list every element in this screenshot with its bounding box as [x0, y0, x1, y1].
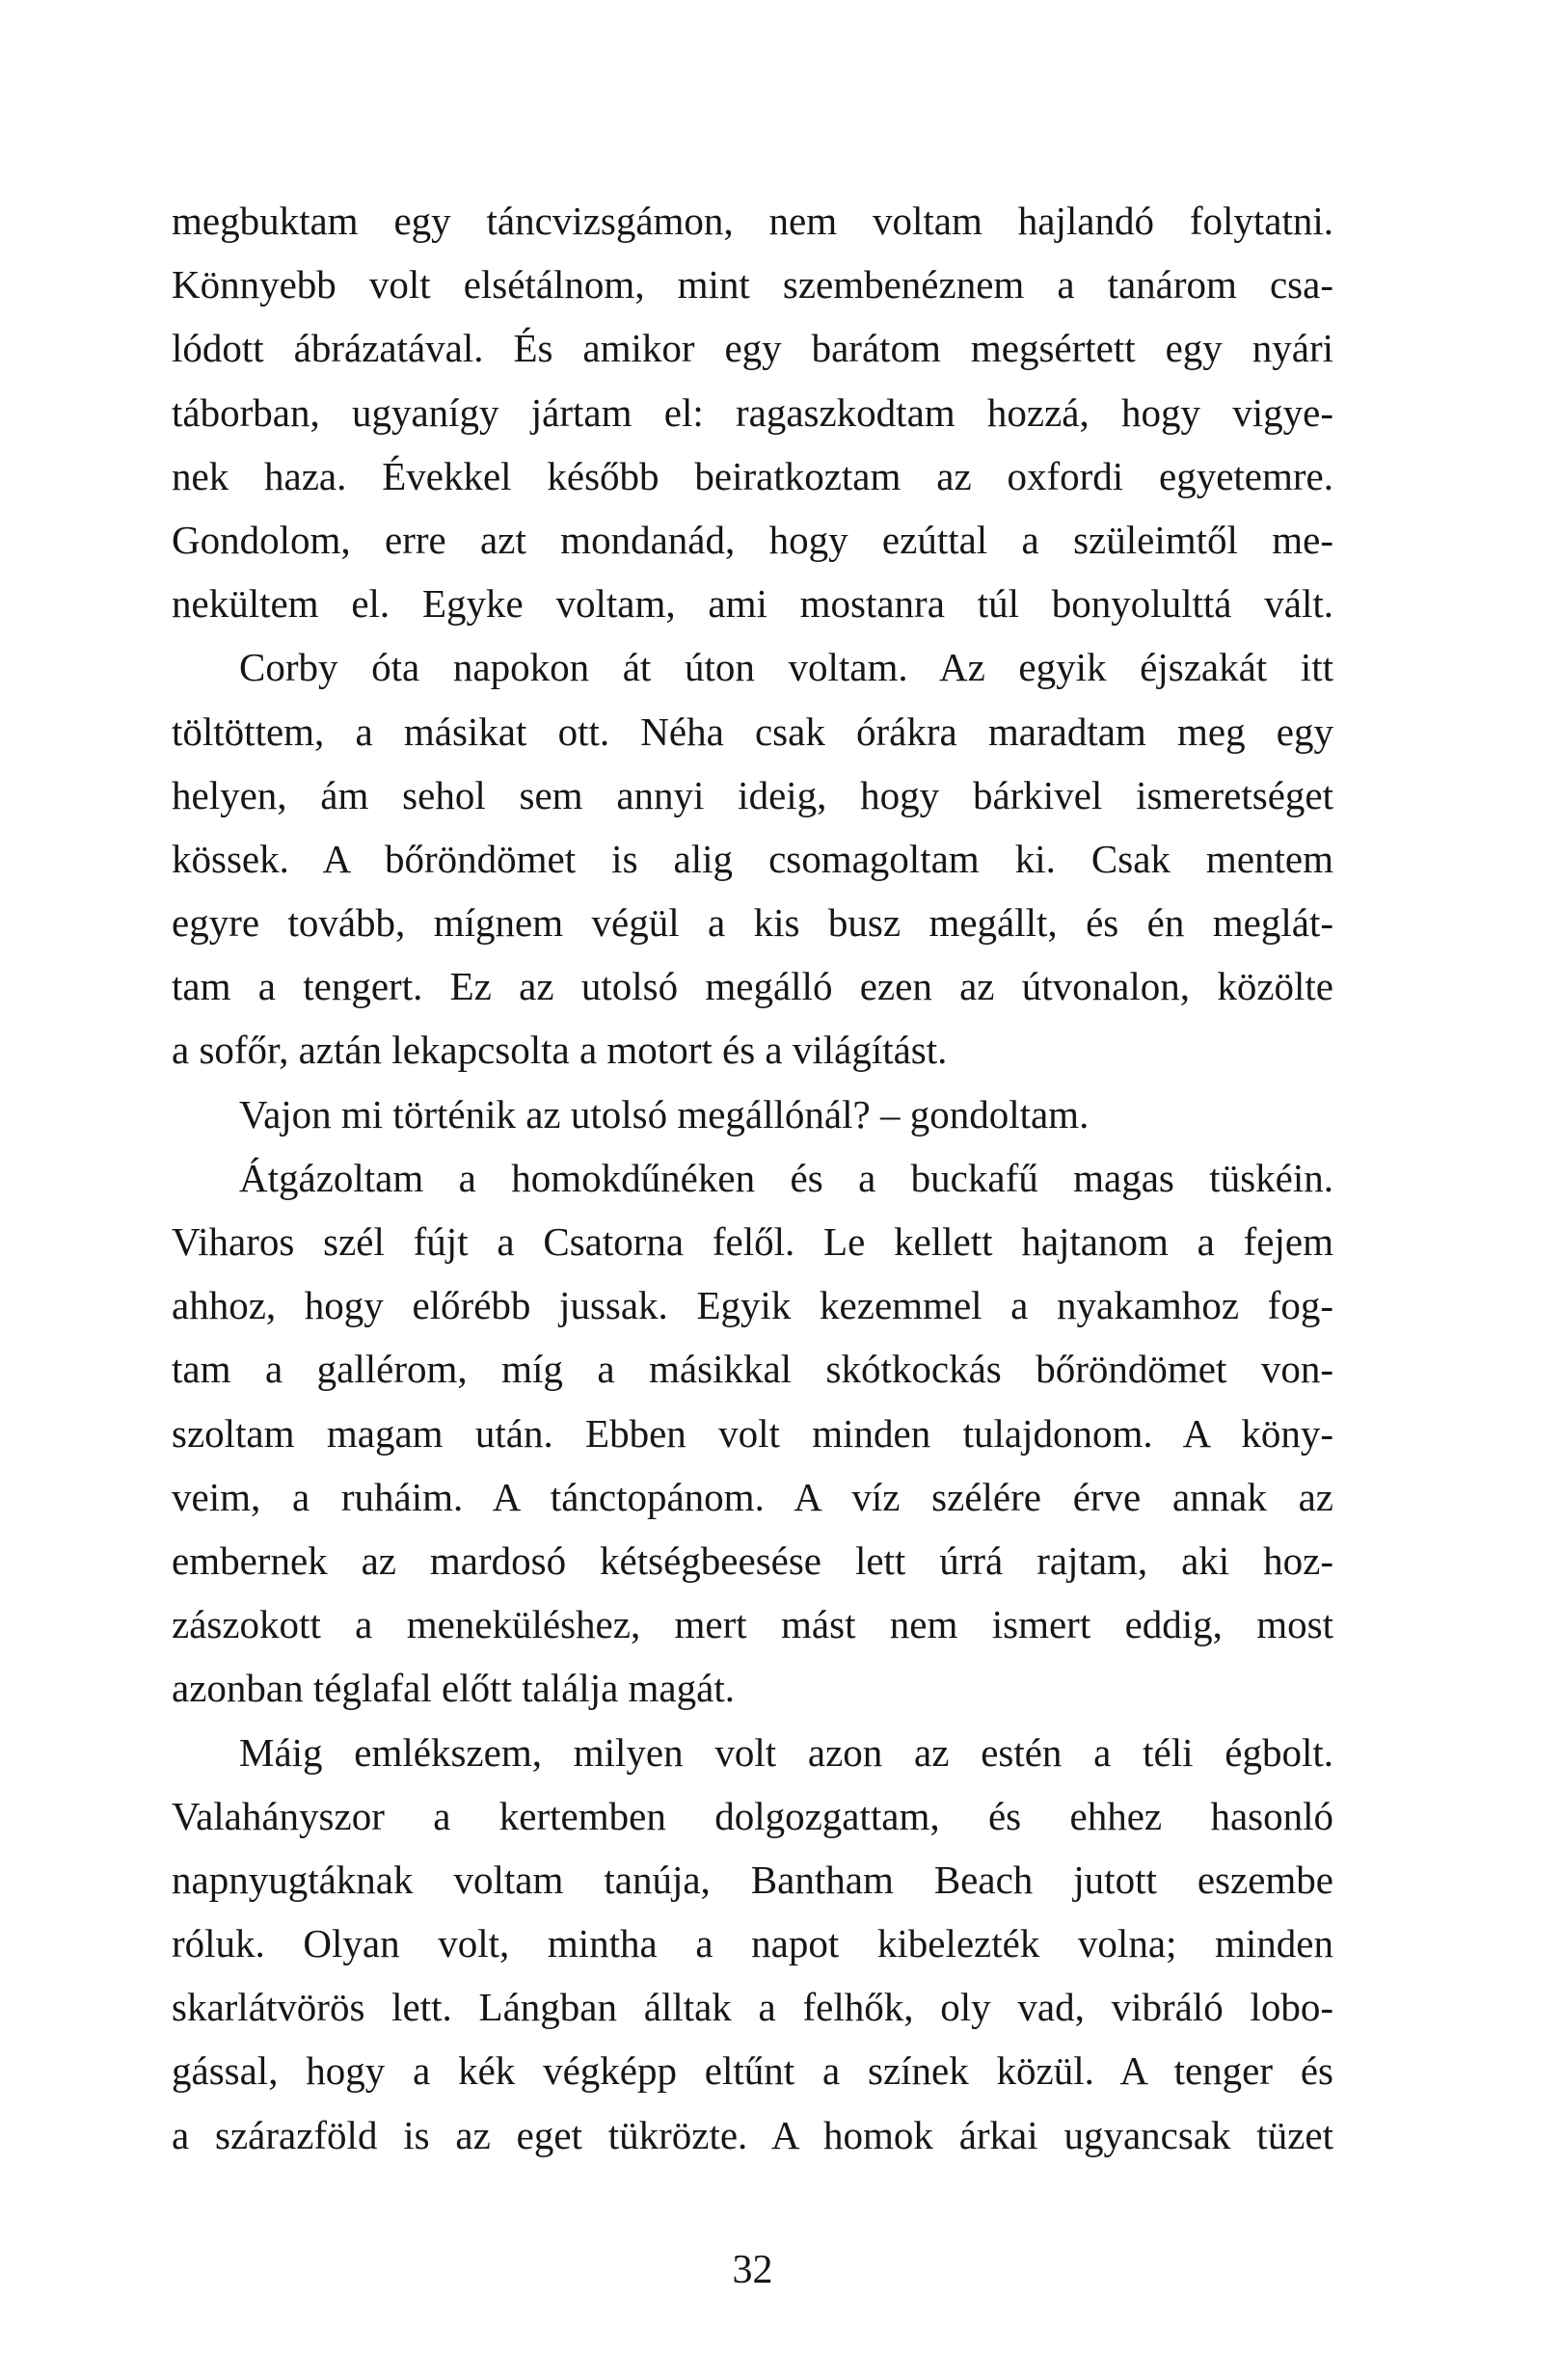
text-line: tam a gallérom, míg a másikkal skótkockás bőröndömet von-	[172, 1347, 1333, 1392]
text-line: kössek. A bőröndömet is alig csomagoltam ki. Csak mentem	[172, 836, 1333, 881]
text-line: egyre tovább, mígnem végül a kis busz megállt, és én meglát-	[172, 900, 1333, 946]
text-line: nekültem el. Egyke voltam, ami mostanra túl bonyolulttá vált.	[172, 581, 1333, 627]
text-line: azonban téglafal előtt találja magát.	[172, 1666, 735, 1711]
text-line: embernek az mardosó kétségbeesése lett úrrá rajtam, aki hoz-	[172, 1538, 1333, 1583]
text-line: Corby óta napokon át úton voltam. Az egyik éjszakát itt	[239, 645, 1333, 690]
text-line: a szárazföld is az eget tükrözte. A homok árkai ugyancsak tüzet	[172, 2112, 1333, 2157]
text-line: Könnyebb volt elsétálnom, mint szembenéznem a tanárom csa-	[172, 262, 1333, 308]
text-block	[172, 189, 1333, 2167]
text-line: veim, a ruháim. A tánctopánom. A víz szélére érve annak az	[172, 1474, 1333, 1519]
text-line: nek haza. Évekkel később beiratkoztam az oxfordi egyetemre.	[172, 453, 1333, 498]
text-line: ahhoz, hogy előrébb jussak. Egyik kezemmel a nyakamhoz fog-	[172, 1283, 1333, 1328]
text-line: tam a tengert. Ez az utolsó megálló ezen az útvonalon, közölte	[172, 964, 1333, 1009]
text-line: Valahányszor a kertemben dolgozgattam, és ehhez hasonló	[172, 1793, 1333, 1838]
text-line: Átgázoltam a homokdűnéken és a buckafű magas tüskéin.	[239, 1155, 1333, 1200]
page-number: 32	[732, 2248, 773, 2292]
text-line: Viharos szél fújt a Csatorna felől. Le kellett hajtanom a fejem	[172, 1219, 1333, 1264]
text-line: gással, hogy a kék végképp eltűnt a színek közül. A tenger és	[172, 2048, 1333, 2094]
text-line: Máig emlékszem, milyen volt azon az estén a téli égbolt.	[239, 1729, 1333, 1775]
text-line: megbuktam egy táncvizsgámon, nem voltam hajlandó folytatni.	[172, 199, 1333, 243]
text-line: szoltam magam után. Ebben volt minden tulajdonom. A köny-	[172, 1410, 1333, 1456]
text-line: Vajon mi történik az utolsó megállónál? – gondoltam.	[239, 1091, 1090, 1137]
text-line: skarlátvörös lett. Lángban álltak a felhők, oly vad, vibráló lobo-	[172, 1985, 1333, 2030]
text-line: lódott ábrázatával. És amikor egy barátom megsértett egy nyári	[172, 326, 1333, 371]
text-line: Gondolom, erre azt mondanád, hogy ezúttal a szüleimtől me-	[172, 517, 1333, 562]
text-line: töltöttem, a másikat ott. Néha csak órákra maradtam meg egy	[172, 709, 1333, 754]
text-line: helyen, ám sehol sem annyi ideig, hogy bárkivel ismeretséget	[172, 772, 1333, 817]
text-line: zászokott a meneküléshez, mert mást nem ismert eddig, most	[172, 1602, 1333, 1647]
text-line: róluk. Olyan volt, mintha a napot kibelezték volna; minden	[172, 1921, 1333, 1966]
text-line: a sofőr, aztán lekapcsolta a motort és a világítást.	[172, 1028, 948, 1073]
text-line: táborban, ugyanígy jártam el: ragaszkodtam hozzá, hogy vigye-	[172, 389, 1333, 435]
text-line: napnyugtáknak voltam tanúja, Bantham Beach jutott eszembe	[172, 1857, 1333, 1902]
